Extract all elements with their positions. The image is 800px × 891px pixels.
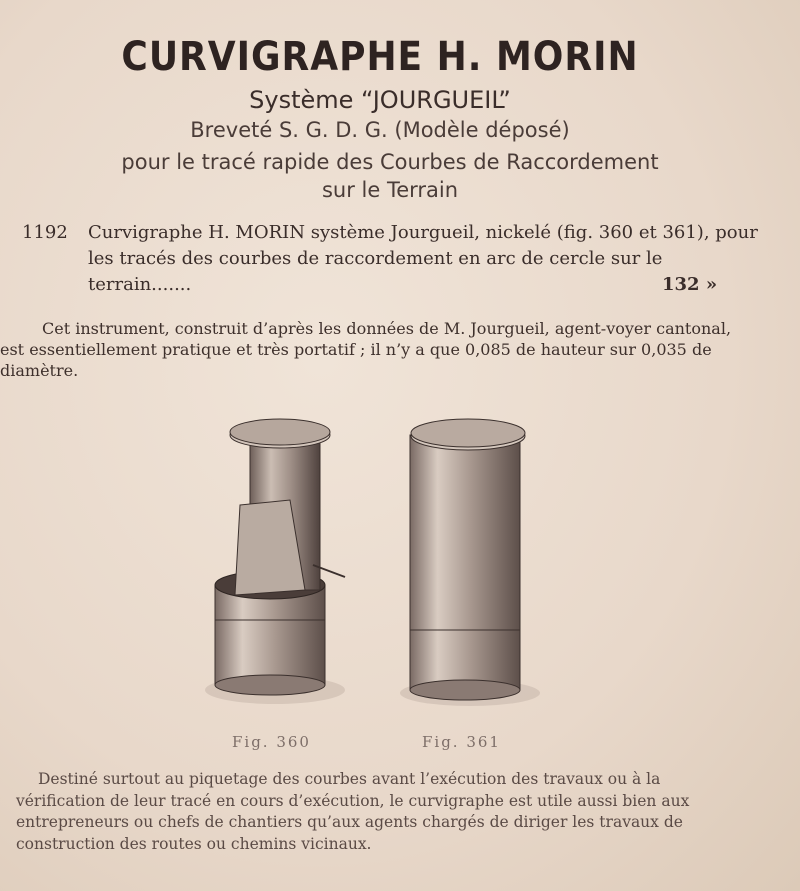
page-title: CURVIGRAPHE H. MORIN bbox=[121, 34, 639, 80]
fig-361-drawing bbox=[400, 419, 540, 706]
item-price: 132 » bbox=[662, 274, 718, 295]
instrument-description: Cet instrument, construit d’après les données de M. Jourgueil, agent-voyer cantonal, est essentiellement pratique et très portatif ; il n’y a que 0,085 de hauteur sur 0,035 de diamètre. bbox=[0, 319, 732, 380]
catalog-item bbox=[22, 220, 762, 298]
item-number: 1192 bbox=[22, 222, 68, 243]
page-subtitle: Système “JOURGUEIL” bbox=[249, 86, 511, 114]
item-description: Curvigraphe H. MORIN système Jourgueil, nickelé (fig. 360 et 361), pour les tracés des courbes de raccordement en arc de cercle sur le terrain....... bbox=[88, 222, 758, 295]
fig-361-caption: Fig. 361 bbox=[422, 733, 501, 751]
purpose-line-1: pour le tracé rapide des Courbes de Raccordement bbox=[121, 150, 659, 174]
usage-paragraph: Destiné surtout au piquetage des courbes avant l’exécution des travaux ou à la vérification de leur tracé en cours d’exécution, le curvigraphe est utile aussi bien aux entrepreneurs ou chefs de chantiers qu’aux agents chargés de diriger les travaux de construction des routes ou chemins vicinaux. bbox=[16, 770, 690, 853]
curvigraphe-illustration bbox=[195, 405, 555, 715]
purpose-line-2: sur le Terrain bbox=[321, 178, 459, 202]
purpose-block bbox=[0, 148, 780, 204]
patent-line: Breveté S. G. D. G. (Modèle déposé) bbox=[190, 118, 570, 142]
fig-360-drawing bbox=[205, 419, 345, 704]
fig-360-caption: Fig. 360 bbox=[232, 733, 311, 751]
